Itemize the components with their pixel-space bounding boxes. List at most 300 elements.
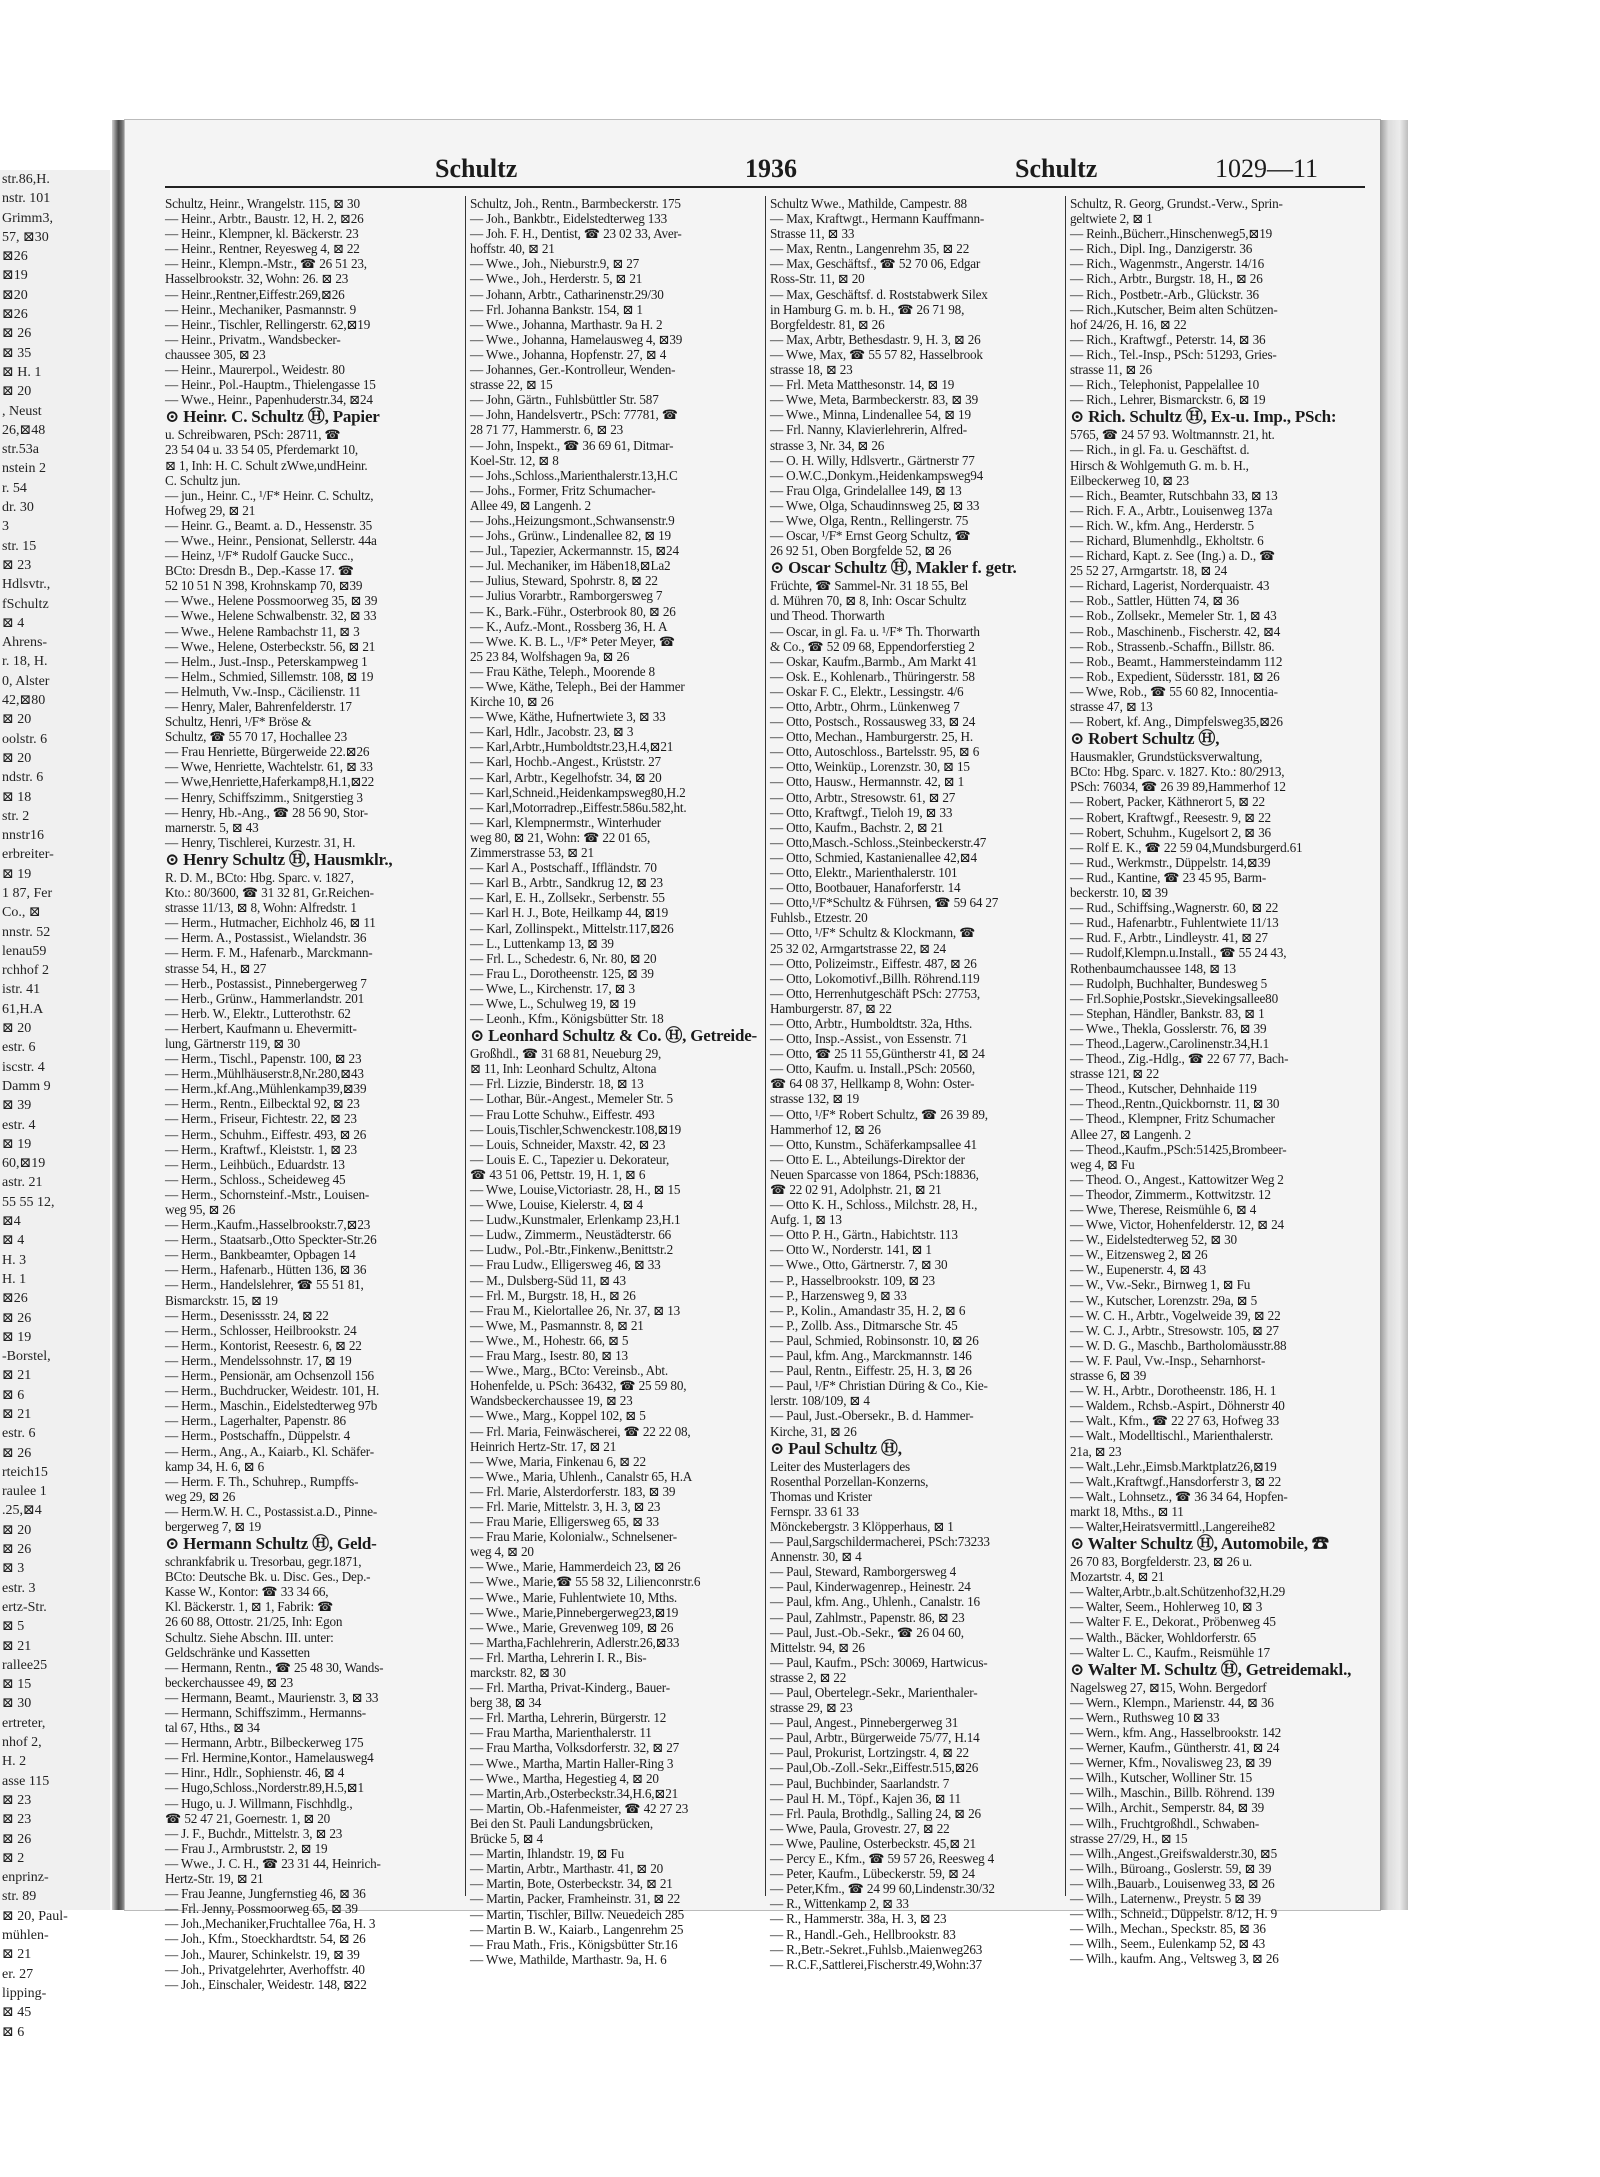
directory-entry: — Otto, Herrenhutgeschäft PSch: 27753, bbox=[770, 985, 980, 1001]
prev-page-fragment-line: -Borstel, bbox=[2, 1349, 51, 1365]
directory-entry: — Wwe., Martha, Hegestieg 4, ⊠ 20 bbox=[470, 1770, 659, 1786]
directory-entry: — Karl,Motorradrep.,Eiffestr.586u.582,ht. bbox=[470, 799, 687, 815]
directory-entry: Fuhlsb., Etzestr. 20 bbox=[770, 910, 868, 926]
directory-entry: — Herm., Maschin., Eidelstedterweg 97b bbox=[165, 1398, 378, 1414]
directory-entry: — Frau Martha, Volksdorferstr. 32, ⊠ 27 bbox=[470, 1740, 679, 1756]
directory-entry: — Heinr., Arbtr., Baustr. 12, H. 2, ⊠26 bbox=[165, 211, 364, 227]
directory-entry: — Frl. Marie, Alsterdorferstr. 183, ⊠ 39 bbox=[470, 1483, 676, 1499]
directory-entry: — R., Wittenkamp 2, ⊠ 33 bbox=[770, 1896, 909, 1912]
directory-entry: — Jul. Mechaniker, im Häben18,⊠La2 bbox=[470, 558, 671, 574]
prev-page-fragment-line: 1 87, Fer bbox=[2, 885, 53, 901]
directory-entry: Wandsbeckerchaussee 19, ⊠ 23 bbox=[470, 1393, 633, 1409]
directory-entry: — Martin, Packer, Framheinstr. 31, ⊠ 22 bbox=[470, 1891, 681, 1907]
directory-entry: — P., Hasselbrookstr. 109, ⊠ 23 bbox=[770, 1272, 935, 1288]
prev-page-fragment-line: H. 1 bbox=[2, 1271, 27, 1287]
directory-entry: — Frau J., Armbruststr. 2, ⊠ 19 bbox=[165, 1840, 328, 1856]
directory-entry: — Paul, Angest., Pinnebergerweg 31 bbox=[770, 1715, 959, 1731]
directory-entry: — Otto, Postsch., Rossausweg 33, ⊠ 24 bbox=[770, 714, 976, 730]
directory-entry: Kasse W., Kontor: ☎ 33 34 66, bbox=[165, 1584, 329, 1600]
prev-page-fragment-line: astr. 21 bbox=[2, 1175, 43, 1191]
directory-entry: — Wwe, Käthe, Teleph., Bei der Hammer bbox=[470, 679, 685, 694]
directory-entry: — Percy E., Kfm., ☎ 59 57 26, Reesweg 4 bbox=[770, 1851, 994, 1867]
directory-entry: — Frl. Nanny, Klavierlehrerin, Alfred- bbox=[770, 422, 967, 438]
directory-entry: — Frl. Maria, Feinwäscherei, ☎ 22 22 08, bbox=[470, 1423, 691, 1439]
directory-entry: — Wwe., Maria, Uhlenh., Canalstr 65, H.A bbox=[470, 1468, 693, 1484]
directory-entry: Hertz-Str. 19, ⊠ 21 bbox=[165, 1871, 264, 1887]
directory-entry: — Wwe., Marie, Hammerdeich 23, ⊠ 26 bbox=[470, 1559, 681, 1575]
directory-entry: — Louis, Schneider, Maxstr. 42, ⊠ 23 bbox=[470, 1136, 666, 1152]
directory-entry: — Wwe., Johanna, Marthastr. 9a H. 2 bbox=[470, 316, 663, 332]
directory-entry: schrankfabrik u. Tresorbau, gegr.1871, bbox=[165, 1554, 362, 1570]
directory-entry: — Rich., Arbtr., Burgstr. 18, H., ⊠ 26 bbox=[1070, 271, 1263, 287]
prev-page-fragment-line: nstr. 101 bbox=[2, 191, 51, 207]
directory-page bbox=[125, 120, 1380, 1992]
prev-page-fragment-line: ⊠26 bbox=[2, 307, 28, 323]
directory-entry: Mozartstr. 4, ⊠ 21 bbox=[1070, 1569, 1165, 1585]
directory-entry: Allee 27, ⊠ Langenh. 2 bbox=[1070, 1126, 1191, 1142]
directory-entry: — Frau M., Kielortallee 26, Nr. 37, ⊠ 13 bbox=[470, 1302, 680, 1318]
previous-page-fragment bbox=[0, 170, 110, 2040]
directory-entry: Hamburgerstr. 87, ⊠ 22 bbox=[770, 1000, 892, 1016]
directory-entry: Strasse 11, ⊠ 33 bbox=[770, 226, 855, 242]
directory-entry: BCto: Deutsche Bk. u. Disc. Ges., Dep.- bbox=[165, 1569, 371, 1585]
directory-entry: — Otto, ¹/F* Schultz & Klockmann, ☎ bbox=[770, 925, 976, 941]
directory-entry: — W., Vw.-Sekr., Birnweg 1, ⊠ Fu bbox=[1070, 1277, 1251, 1293]
directory-entry: — Wwe., Johanna, Hopfenstr. 27, ⊠ 4 bbox=[470, 346, 667, 362]
directory-entry: 52 10 51 N 398, Krohnskamp 70, ⊠39 bbox=[165, 578, 363, 594]
directory-entry: — Wern., kfm. Ang., Hasselbrookstr. 142 bbox=[1070, 1725, 1282, 1740]
directory-entry: Geldschränke und Kassetten bbox=[165, 1644, 310, 1660]
directory-entry: — Heinr.,Rentner,Eiffestr.269,⊠26 bbox=[165, 286, 345, 302]
directory-entry: — Herm., Bankbeamter, Opbagen 14 bbox=[165, 1247, 356, 1263]
directory-entry: Heinrich Hertz-Str. 17, ⊠ 21 bbox=[470, 1438, 617, 1454]
directory-entry: — Wwe., Otto, Gärtnerstr. 7, ⊠ 30 bbox=[770, 1257, 948, 1273]
directory-entry: — Johann, Arbtr., Catharinenstr.29/30 bbox=[470, 286, 664, 302]
directory-entry: — Rob., Strassenb.-Schaffn., Billstr. 86. bbox=[1070, 638, 1275, 654]
directory-entry: geltwiete 2, ⊠ 1 bbox=[1070, 211, 1153, 227]
directory-entry: — Martin, Ob.-Hafenmeister, ☎ 42 27 23 bbox=[470, 1800, 689, 1816]
prev-page-fragment-line: ⊠ 20, Paul- bbox=[2, 1908, 68, 1924]
directory-entry: — Wwe, Olga, Rentn., Rellingerstr. 75 bbox=[770, 512, 969, 528]
directory-entry: — Wwe., Johanna, Hamelausweg 4, ⊠39 bbox=[470, 331, 683, 347]
directory-entry: — Herb. W., Elektr., Lutterothstr. 62 bbox=[165, 1005, 351, 1021]
directory-entry: — Walter,Heiratsvermittl.,Langereihe82 bbox=[1070, 1518, 1276, 1534]
directory-entry: — Robert, Schuhm., Kugelsort 2, ⊠ 36 bbox=[1070, 824, 1271, 840]
directory-entry: — Frl. Martha, Privat-Kinderg., Bauer- bbox=[470, 1680, 670, 1696]
directory-entry: — Wwe., Helene Possmoorweg 35, ⊠ 39 bbox=[165, 593, 378, 609]
directory-entry: 25 52 27, Armgartstr. 18, ⊠ 24 bbox=[1070, 563, 1228, 579]
prev-page-fragment-line: str. 15 bbox=[2, 538, 37, 554]
prev-page-fragment-line: ⊠ 26 bbox=[2, 1445, 32, 1461]
directory-entry: — Otto, Hausw., Hermannstr. 42, ⊠ 1 bbox=[770, 774, 965, 790]
directory-entry: — Johs., Former, Fritz Schumacher- bbox=[470, 482, 656, 498]
directory-entry: — Wilh., Büroang., Goslerstr. 59, ⊠ 39 bbox=[1070, 1860, 1272, 1876]
directory-entry: ⊙ Hermann Schultz Ⓗ, Geld- bbox=[165, 1534, 377, 1554]
directory-entry: — Hugo,Schloss.,Norderstr.89,H.5,⊠1 bbox=[165, 1780, 364, 1796]
directory-entry: — Wwe., Thekla, Gosslerstr. 76, ⊠ 39 bbox=[1070, 1020, 1267, 1036]
directory-entry: strasse 22, ⊠ 15 bbox=[470, 377, 553, 393]
directory-entry: — Walter,Arbtr.,b.alt.Schützenhof32,H.29 bbox=[1070, 1584, 1286, 1600]
directory-entry: Nagelsweg 27, ⊠15, Wohn. Bergedorf bbox=[1070, 1679, 1267, 1695]
directory-entry: ⊙ Heinr. C. Schultz Ⓗ, Papier bbox=[165, 407, 380, 427]
directory-entry: Kto.: 80/3600, ☎ 31 32 81, Gr.Reichen- bbox=[165, 885, 374, 901]
directory-entry: — Richard, Kapt. z. See (Ing.) a. D., ☎ bbox=[1070, 548, 1276, 564]
directory-entry: chaussee 305, ⊠ 23 bbox=[165, 346, 266, 362]
prev-page-fragment-line: estr. 6 bbox=[2, 1040, 36, 1056]
directory-entry: — Rudolf,Klempn.u.Install., ☎ 55 24 43, bbox=[1070, 945, 1287, 961]
directory-entry: — Frau Lotte Schuhw., Eiffestr. 493 bbox=[470, 1106, 655, 1122]
directory-entry: — Karl A., Postschaff., Iffländstr. 70 bbox=[470, 860, 657, 876]
directory-entry: — Rich., Tel.-Insp., PSch: 51293, Gries- bbox=[1070, 346, 1277, 362]
directory-entry: — Wwe, Henriette, Wachtelstr. 61, ⊠ 33 bbox=[165, 759, 373, 775]
directory-entry: tal 67, Hths., ⊠ 34 bbox=[165, 1720, 260, 1736]
directory-entry: — Wwe, L., Kirchenstr. 17, ⊠ 3 bbox=[470, 980, 635, 996]
directory-entry: 28 71 77, Hammerstr. 6, ⊠ 23 bbox=[470, 422, 624, 438]
directory-entry: — Wwe., Marie,☎ 55 58 32, Lilienconrstr.6 bbox=[470, 1574, 701, 1590]
directory-entry: Borgfeldestr. 81, ⊠ 26 bbox=[770, 316, 885, 332]
directory-entry: — Hermann, Beamt., Maurienstr. 3, ⊠ 33 bbox=[165, 1689, 379, 1705]
directory-entry: — Frl. Jenny, Possmoorweg 65, ⊠ 39 bbox=[165, 1901, 358, 1917]
prev-page-fragment-line: ⊠ 21 bbox=[2, 1407, 32, 1422]
directory-entry: — W., Eidelstedterweg 52, ⊠ 30 bbox=[1070, 1232, 1237, 1248]
directory-entry: hof 24/26, H. 16, ⊠ 22 bbox=[1070, 316, 1187, 332]
directory-entry: ⊙ Rich. Schultz Ⓗ, Ex-u. Imp., PSch: bbox=[1070, 407, 1337, 427]
directory-entry: hoffstr. 40, ⊠ 21 bbox=[470, 241, 555, 257]
directory-entry: — Karl, Zollinspekt., Mittelstr.117,⊠26 bbox=[470, 920, 674, 936]
directory-entry: — W., Eupenerstr. 4, ⊠ 43 bbox=[1070, 1262, 1207, 1278]
directory-entry: ⊠ 11, Inh: Leonhard Schultz, Altona bbox=[470, 1061, 657, 1077]
directory-entry: strasse 132, ⊠ 19 bbox=[770, 1091, 859, 1107]
directory-entry: u. Schreibwaren, PSch: 28711, ☎ bbox=[165, 427, 341, 443]
prev-page-fragment-line: str.53a bbox=[2, 442, 39, 458]
directory-entry: — Otto P. H., Gärtn., Habichtstr. 113 bbox=[770, 1227, 958, 1243]
directory-entry: — Otto, Kaufm. u. Install.,PSch: 20560, bbox=[770, 1061, 976, 1077]
directory-entry: — Wwe., Joh., Nieburstr.9, ⊠ 27 bbox=[470, 256, 640, 272]
prev-page-fragment-line: ⊠ 26 bbox=[2, 1542, 32, 1558]
directory-entry: — Max, Geschäftsf., ☎ 52 70 06, Edgar bbox=[770, 256, 981, 272]
directory-entry: — Frau Ludw., Elligersweg 46, ⊠ 33 bbox=[470, 1257, 661, 1273]
prev-page-fragment-line: ⊠ 35 bbox=[2, 345, 32, 361]
directory-entry: — Wwe., Marg., Koppel 102, ⊠ 5 bbox=[470, 1408, 646, 1424]
directory-entry: d. Mühren 70, ⊠ 8, Inh: Oscar Schultz bbox=[770, 593, 967, 609]
directory-entry: — John, Handelsvertr., PSch: 77781, ☎ bbox=[470, 407, 678, 423]
directory-entry: — Wwe, Therese, Reismühle 6, ⊠ 4 bbox=[1070, 1202, 1257, 1217]
directory-entry: — Heinr. G., Beamt. a. D., Hessenstr. 35 bbox=[165, 517, 372, 533]
prev-page-fragment-line: dr. 30 bbox=[2, 500, 34, 516]
directory-entry: ⊙ Robert Schultz Ⓗ, bbox=[1070, 729, 1220, 749]
directory-entry: — Theod.,Lagerw.,Carolinenstr.34,H.1 bbox=[1070, 1035, 1269, 1051]
prev-page-fragment-line: fSchultz bbox=[2, 596, 49, 612]
directory-entry: Fernspr. 33 61 33 bbox=[770, 1503, 859, 1519]
directory-entry: — Theod. O., Angest., Kattowitzer Weg 2 bbox=[1070, 1171, 1284, 1187]
directory-entry: — John, Gärtn., Fuhlsbüttler Str. 587 bbox=[470, 392, 659, 408]
directory-entry: — Paul, Arbtr., Bürgerweide 75/77, H.14 bbox=[770, 1730, 980, 1746]
directory-entry: — Johs.,Schloss.,Marienthalerstr.13,H.C bbox=[470, 467, 678, 483]
directory-entry: — Wwe., Heinr., Pensionat, Sellerstr. 44a bbox=[165, 532, 377, 548]
directory-entry: — Walt., Modelltischl., Marienthalerstr. bbox=[1070, 1428, 1274, 1444]
directory-entry: Schultz Wwe., Mathilde, Campestr. 88 bbox=[770, 196, 967, 211]
directory-entry: — Wwe., Helene Rambachstr 11, ⊠ 3 bbox=[165, 623, 360, 639]
directory-entry: — Otto, Autoschloss., Bartelsstr. 95, ⊠ 6 bbox=[770, 744, 980, 760]
directory-entry: — Julius, Steward, Spohrstr. 8, ⊠ 22 bbox=[470, 573, 658, 589]
directory-entry: — Rich., Telephonist, Pappelallee 10 bbox=[1070, 377, 1260, 393]
directory-entry: — Rich.,Kutscher, Beim alten Schützen- bbox=[1070, 301, 1278, 317]
directory-entry: — Werner, Kaufm., Güntherstr. 41, ⊠ 24 bbox=[1070, 1740, 1280, 1756]
prev-page-fragment-line: estr. 4 bbox=[2, 1117, 36, 1133]
directory-entry: — Theod.,Rentn.,Quickbornstr. 11, ⊠ 30 bbox=[1070, 1096, 1280, 1112]
directory-entry: — Wwe, Meta, Barmbeckerstr. 83, ⊠ 39 bbox=[770, 392, 978, 408]
directory-entry: strasse 54, H., ⊠ 27 bbox=[165, 960, 267, 976]
directory-entry: — Herm., Staatsarb.,Otto Speckter-Str.26 bbox=[165, 1232, 377, 1248]
prev-page-fragment-line: lipping- bbox=[2, 1985, 47, 2001]
prev-page-fragment-line: nhof 2, bbox=[2, 1735, 42, 1751]
directory-entry: — Wwe, M., Pasmannstr. 8, ⊠ 21 bbox=[470, 1317, 644, 1333]
directory-entry: Koel-Str. 12, ⊠ 8 bbox=[470, 452, 559, 468]
directory-entry: Bismarckstr. 15, ⊠ 19 bbox=[165, 1292, 278, 1308]
directory-entry: — Frl. Marie, Mittelstr. 3, H. 3, ⊠ 23 bbox=[470, 1498, 661, 1514]
prev-page-fragment-line: 26,⊠48 bbox=[2, 422, 46, 438]
directory-entry: — Rob., Sattler, Hütten 74, ⊠ 36 bbox=[1070, 593, 1239, 609]
directory-entry: — Otto, ☎ 25 11 55,Güntherstr 41, ⊠ 24 bbox=[770, 1046, 985, 1062]
directory-entry: — Paul, Just.-Obersekr., B. d. Hammer- bbox=[770, 1408, 974, 1424]
directory-entry: — Max, Geschäftsf. d. Roststabwerk Silex bbox=[770, 286, 988, 302]
prev-page-fragment-line: Damm 9 bbox=[2, 1078, 51, 1094]
directory-entry: — Rich., Beamter, Rutschbahn 33, ⊠ 13 bbox=[1070, 487, 1278, 503]
directory-entry: — Paul, Just.-Ob.-Sekr., ☎ 26 04 60, bbox=[770, 1624, 964, 1640]
directory-entry: — Oscar, in gl. Fa. u. ¹/F* Th. Thorwarth bbox=[770, 623, 980, 639]
directory-entry: — Leonh., Kfm., Königsbütter Str. 18 bbox=[470, 1011, 664, 1027]
directory-entry: ☎ 22 02 91, Adolphstr. 21, ⊠ 21 bbox=[770, 1182, 942, 1197]
directory-entry: — P., Zollb. Ass., Ditmarsche Str. 45 bbox=[770, 1317, 958, 1333]
column-1 bbox=[165, 196, 455, 1992]
directory-entry: strasse 27/29, H., ⊠ 15 bbox=[1070, 1830, 1188, 1846]
directory-entry: — Rob., Maschinenb., Fischerstr. 42, ⊠4 bbox=[1070, 623, 1281, 639]
directory-entry: — Walter F. E., Dekorat., Pröbenweg 45 bbox=[1070, 1614, 1276, 1630]
directory-entry: — Karl B., Arbtr., Sandkrug 12, ⊠ 23 bbox=[470, 875, 663, 891]
directory-entry: — Walter L. C., Kaufm., Reismühle 17 bbox=[1070, 1644, 1270, 1660]
directory-entry: — Karl, E. H., Zollsekr., Serbenstr. 55 bbox=[470, 890, 665, 906]
directory-entry: — Theod., Kutscher, Dehnhaide 119 bbox=[1070, 1081, 1257, 1097]
directory-entry: ⊙ Walter M. Schultz Ⓗ, Getreidemakl., bbox=[1070, 1659, 1352, 1679]
directory-entry: — Frl. Martha, Lehrerin, Bürgerstr. 12 bbox=[470, 1710, 667, 1726]
directory-entry: — Otto, Lokomotivf.,Billh. Röhrend.119 bbox=[770, 970, 980, 986]
prev-page-fragment-line: ⊠ 19 bbox=[2, 1136, 32, 1152]
directory-entry: — Rolf E. K., ☎ 22 59 04,Mundsburgerd.61 bbox=[1070, 839, 1303, 855]
directory-entry: — Reinh.,Bücherr.,Hinschenweg5,⊠19 bbox=[1070, 226, 1273, 242]
directory-entry: Kirche, 31, ⊠ 26 bbox=[770, 1423, 857, 1439]
directory-entry: — Heinr., Klempn.-Mstr., ☎ 26 51 23, bbox=[165, 256, 367, 272]
directory-entry: Hammerhof 12, ⊠ 26 bbox=[770, 1121, 881, 1137]
prev-page-fragment-line: ⊠ 45 bbox=[2, 2005, 32, 2021]
directory-entry: — Helmuth, Vw.-Insp., Cäcilienstr. 11 bbox=[165, 683, 361, 699]
directory-entry: — Julius Vorarbtr., Ramborgersweg 7 bbox=[470, 588, 663, 604]
directory-entry: — Heinr., Mechaniker, Pasmannstr. 9 bbox=[165, 301, 356, 317]
directory-entry: — Rich., Kraftwgf., Peterstr. 14, ⊠ 36 bbox=[1070, 331, 1266, 347]
prev-page-fragment-line: 42,⊠80 bbox=[2, 693, 46, 709]
directory-entry: — Frl. Hermine,Kontor., Hamelausweg4 bbox=[165, 1750, 374, 1766]
directory-entry: — Johs., Grünw., Lindenallee 82, ⊠ 19 bbox=[470, 528, 671, 544]
directory-entry: Mönckebergstr. 3 Klöpperhaus, ⊠ 1 bbox=[770, 1518, 954, 1534]
directory-entry: — Wilh.,Bauarb., Louisenweg 33, ⊠ 26 bbox=[1070, 1875, 1275, 1891]
prev-page-fragment-line: ⊠ 19 bbox=[2, 1329, 32, 1345]
prev-page-fragment-line: ⊠26 bbox=[2, 1291, 28, 1307]
directory-entry: — Karl,Arbtr.,Humboldtstr.23,H.4,⊠21 bbox=[470, 739, 674, 755]
directory-entry: Hohenfelde, u. PSch: 36432, ☎ 25 59 80, bbox=[470, 1378, 687, 1394]
directory-entry: — Paul H. M., Töpf., Kajen 36, ⊠ 11 bbox=[770, 1790, 961, 1806]
directory-entry: berg 38, ⊠ 34 bbox=[470, 1695, 542, 1711]
prev-page-fragment-line: ⊠4 bbox=[2, 1214, 21, 1230]
directory-entry: Bei den St. Pauli Landungsbrücken, bbox=[470, 1815, 653, 1831]
directory-entry: — R.C.F.,Sattlerei,Fischerstr.49,Wohn:37 bbox=[770, 1956, 982, 1972]
prev-page-fragment-line: str.86,H. bbox=[2, 172, 50, 187]
directory-entry: — Rud., Hafenarbtr., Fuhlentwiete 11/13 bbox=[1070, 915, 1279, 931]
directory-entry: Brücke 5, ⊠ 4 bbox=[470, 1831, 543, 1847]
directory-entry: — Karl, Hdlr., Jacobstr. 23, ⊠ 3 bbox=[470, 724, 634, 740]
prev-page-fragment-line: ⊠ 3 bbox=[2, 1561, 25, 1577]
directory-entry: strasse 11/13, ⊠ 8, Wohn: Alfredstr. 1 bbox=[165, 900, 357, 916]
directory-entry: — Otto,Masch.-Schloss.,Steinbeckerstr.47 bbox=[770, 834, 987, 850]
directory-entry: — Rud., Kantine, ☎ 23 45 95, Barm- bbox=[1070, 869, 1267, 885]
directory-entry: strasse 18, ⊠ 23 bbox=[770, 362, 853, 378]
directory-entry: ☎ 52 47 21, Goernestr. 1, ⊠ 20 bbox=[165, 1810, 331, 1826]
prev-page-fragment-line: 3 bbox=[2, 519, 9, 535]
directory-entry: — Frl. L., Schedestr. 6, Nr. 80, ⊠ 20 bbox=[470, 950, 657, 966]
prev-page-fragment-line: r. 18, H. bbox=[2, 654, 48, 670]
directory-entry: Eilbeckerweg 10, ⊠ 23 bbox=[1070, 472, 1189, 488]
directory-entry: — Karl, Hochb.-Angest., Krüststr. 27 bbox=[470, 754, 661, 770]
directory-entry: strasse 47, ⊠ 13 bbox=[1070, 699, 1153, 714]
directory-entry: 23 54 04 u. 33 54 05, Pferdemarkt 10, bbox=[165, 442, 358, 458]
directory-entry: — Wwe, Louise, Kielerstr. 4, ⊠ 4 bbox=[470, 1197, 643, 1213]
directory-entry: — Hermann, Arbtr., Bilbeckerweg 175 bbox=[165, 1735, 364, 1751]
directory-entry: — Henry, Schiffszimm., Snitgerstieg 3 bbox=[165, 789, 363, 805]
directory-entry: — Otto, Arbtr., Stresowstr. 61, ⊠ 27 bbox=[770, 789, 956, 805]
directory-entry: marnerstr. 5, ⊠ 43 bbox=[165, 819, 259, 835]
directory-entry: — Martha,Fachlehrerin, Adlerstr.26,⊠33 bbox=[470, 1634, 680, 1650]
prev-page-fragment-line: ⊠ 20 bbox=[2, 712, 32, 728]
directory-columns bbox=[165, 196, 1365, 1992]
prev-page-fragment-line: Grimm3, bbox=[2, 210, 53, 226]
directory-entry: — Martin,Arb.,Osterbeckstr.34,H.6,⊠21 bbox=[470, 1785, 679, 1801]
prev-page-fragment-line: ⊠ 39 bbox=[2, 1098, 32, 1114]
directory-entry: — Frl. Paula, Brothdlg., Salling 24, ⊠ 26 bbox=[770, 1805, 981, 1821]
prev-page-fragment-line: raulee 1 bbox=[2, 1484, 47, 1500]
directory-entry: — Herm. A., Postassist., Wielandstr. 36 bbox=[165, 930, 367, 946]
directory-entry: — Max, Kraftwgt., Hermann Kauffmann- bbox=[770, 211, 985, 227]
directory-entry: 26 70 83, Borgfelderstr. 23, ⊠ 26 u. bbox=[1070, 1554, 1252, 1570]
directory-entry: — Robert, kf. Ang., Dimpfelsweg35,⊠26 bbox=[1070, 714, 1283, 730]
directory-entry: — Martin, Bote, Osterbeckstr. 34, ⊠ 21 bbox=[470, 1876, 673, 1892]
directory-entry: — Joh., Bankbtr., Eidelstedterweg 133 bbox=[470, 211, 667, 227]
directory-entry: — Ludw.,Kunstmaler, Erlenkamp 23,H.1 bbox=[470, 1212, 681, 1228]
directory-entry: Schultz, Joh., Rentn., Barmbeckerstr. 175 bbox=[470, 196, 681, 211]
directory-entry: — Herm.W. H. C., Postassist.a.D., Pinne- bbox=[165, 1503, 378, 1519]
prev-page-fragment-line: istr. 41 bbox=[2, 982, 41, 998]
directory-entry: — Joh., Kfm., Stoeckhardtstr. 54, ⊠ 26 bbox=[165, 1931, 366, 1947]
directory-entry: — Herb., Grünw., Hammerlandstr. 201 bbox=[165, 990, 365, 1006]
directory-entry: — Paul, Kaufm., PSch: 30069, Hartwicus- bbox=[770, 1654, 988, 1670]
prev-page-fragment-line: 0, Alster bbox=[2, 673, 50, 689]
directory-entry: — Heinr., Maurerpol., Weidestr. 80 bbox=[165, 362, 345, 378]
prev-page-fragment-line: ⊠ 26 bbox=[2, 326, 32, 342]
directory-entry: Hirsch & Wohlgemuth G. m. b. H., bbox=[1070, 457, 1249, 473]
prev-page-fragment-line: ⊠ 30 bbox=[2, 1696, 32, 1712]
directory-entry: 26 60 88, Ottostr. 21/25, Inh: Egon bbox=[165, 1614, 343, 1630]
directory-entry: — Wilh., Fruchtgroßhdl., Schwaben- bbox=[1070, 1815, 1260, 1831]
directory-entry: 21a, ⊠ 23 bbox=[1070, 1443, 1122, 1459]
directory-entry: — Herm., Schuhm., Eiffestr. 493, ⊠ 26 bbox=[165, 1126, 367, 1142]
directory-entry: — Otto W., Norderstr. 141, ⊠ 1 bbox=[770, 1242, 932, 1258]
directory-entry: 25 23 84, Wolfshagen 9a, ⊠ 26 bbox=[470, 648, 630, 664]
directory-entry: BCto: Hbg. Sparc. v. 1827. Kto.: 80/2913, bbox=[1070, 764, 1285, 780]
directory-entry: — Wwe, Paula, Grovestr. 27, ⊠ 22 bbox=[770, 1820, 950, 1836]
directory-entry: — Paul, kfm. Ang., Marckmannstr. 146 bbox=[770, 1348, 972, 1364]
directory-entry: — Heinr., Rentner, Reyesweg 4, ⊠ 22 bbox=[165, 241, 360, 257]
directory-entry: — Otto, Insp.-Assist., von Essenstr. 71 bbox=[770, 1031, 968, 1047]
directory-entry: — Wilh., Schneid., Düppelstr. 8/12, H. 9 bbox=[1070, 1906, 1277, 1922]
directory-entry: — Oskar, Kaufm.,Barmb., Am Markt 41 bbox=[770, 653, 978, 669]
directory-entry: Zimmerstrasse 53, ⊠ 21 bbox=[470, 845, 594, 861]
prev-page-fragment-line: ⊠ 23 bbox=[2, 557, 32, 573]
directory-entry: — Herm., Friseur, Fichtestr. 22, ⊠ 23 bbox=[165, 1111, 357, 1127]
directory-entry: — Wwe., Marg., BCto: Vereinsb., Abt. bbox=[470, 1363, 668, 1379]
prev-page-fragment-line: ⊠ 4 bbox=[2, 1233, 25, 1249]
prev-page-fragment-line: estr. 6 bbox=[2, 1426, 36, 1442]
directory-entry: — Joh., Maurer, Schinkelstr. 19, ⊠ 39 bbox=[165, 1946, 360, 1962]
directory-entry: — Wwe, Käthe, Hufnertwiete 3, ⊠ 33 bbox=[470, 709, 666, 725]
directory-entry: — Walth., Bäcker, Wohldorferstr. 65 bbox=[1070, 1629, 1257, 1645]
prev-page-fragment-line: ⊠ 20 bbox=[2, 750, 32, 766]
prev-page-fragment-line: ndstr. 6 bbox=[2, 770, 44, 786]
directory-entry: — Wilh., Seem., Eulenkamp 52, ⊠ 43 bbox=[1070, 1936, 1266, 1952]
directory-entry: — Paul, Zahlmstr., Papenstr. 86, ⊠ 23 bbox=[770, 1609, 965, 1625]
directory-entry: — Rob., Expedient, Südersstr. 181, ⊠ 26 bbox=[1070, 668, 1280, 684]
directory-entry: 5765, ☎ 24 57 93. Woltmannstr. 21, ht. bbox=[1070, 427, 1275, 443]
directory-entry: Thomas und Krister bbox=[770, 1488, 872, 1504]
directory-entry: — Martin, Arbtr., Marthastr. 41, ⊠ 20 bbox=[470, 1861, 664, 1877]
prev-page-fragment-line: ⊠ 18 bbox=[2, 789, 32, 805]
directory-entry: — Otto, Kunstm., Schäferkampsallee 41 bbox=[770, 1136, 977, 1152]
directory-entry: — Wwe, L., Schulweg 19, ⊠ 19 bbox=[470, 995, 636, 1011]
prev-page-fragment-line: ⊠19 bbox=[2, 268, 28, 284]
directory-entry: — R.,Betr.-Sekret.,Fuhlsb.,Maienweg263 bbox=[770, 1941, 983, 1957]
directory-entry: — Frau L., Dorotheenstr. 125, ⊠ 39 bbox=[470, 965, 654, 981]
directory-entry: — Johs.,Heizungsmont.,Schwansenstr.9 bbox=[470, 512, 675, 528]
directory-entry: — Otto,¹/F*Schultz & Führsen, ☎ 59 64 27 bbox=[770, 895, 999, 911]
directory-entry: lung, Gärtnerstr 119, ⊠ 30 bbox=[165, 1035, 301, 1051]
directory-entry: — Oscar, ¹/F* Ernst Georg Schultz, ☎ bbox=[770, 528, 971, 544]
directory-entry: strasse 11, ⊠ 26 bbox=[1070, 362, 1153, 378]
directory-entry: — Wwe., Marie, Grevenweg 109, ⊠ 26 bbox=[470, 1619, 674, 1635]
directory-entry: PSch: 76034, ☎ 26 39 89,Hammerhof 12 bbox=[1070, 779, 1286, 795]
directory-entry: — Lothar, Bür.-Angest., Memeler Str. 5 bbox=[470, 1091, 673, 1107]
directory-entry: — Waldem., Rchsb.-Aspirt., Döhnerstr 40 bbox=[1070, 1398, 1285, 1414]
directory-entry: — Herm.,Kaufm.,Hasselbrookstr.7,⊠23 bbox=[165, 1217, 371, 1233]
directory-entry: — jun., Heinr. C., ¹/F* Heinr. C. Schultz, bbox=[165, 487, 374, 503]
prev-page-fragment-line: ertreter, bbox=[2, 1715, 46, 1731]
directory-entry: — Wwe., Joh., Herderstr. 5, ⊠ 21 bbox=[470, 271, 643, 287]
prev-page-fragment-line: asse 115 bbox=[2, 1773, 50, 1789]
prev-page-fragment-line: ⊠ 2 bbox=[2, 1850, 25, 1866]
directory-entry: Rosenthal Porzellan-Konzerns, bbox=[770, 1473, 929, 1489]
directory-entry: — Joh.,Mechaniker,Fruchtallee 76a, H. 3 bbox=[165, 1916, 376, 1932]
directory-entry: — Robert, Kraftwgf., Reesestr. 9, ⊠ 22 bbox=[1070, 809, 1271, 825]
directory-entry: — Wwe, Olga, Schaudinnsweg 25, ⊠ 33 bbox=[770, 497, 980, 513]
directory-entry: strasse 6, ⊠ 39 bbox=[1070, 1368, 1147, 1384]
directory-entry: — Wwe., Heinr., Papenhuderstr.34, ⊠24 bbox=[165, 392, 373, 408]
directory-entry: — J. F., Buchdr., Mittelstr. 3, ⊠ 23 bbox=[165, 1825, 343, 1841]
directory-entry: — Rich., Lehrer, Bismarckstr. 6, ⊠ 19 bbox=[1070, 392, 1266, 408]
